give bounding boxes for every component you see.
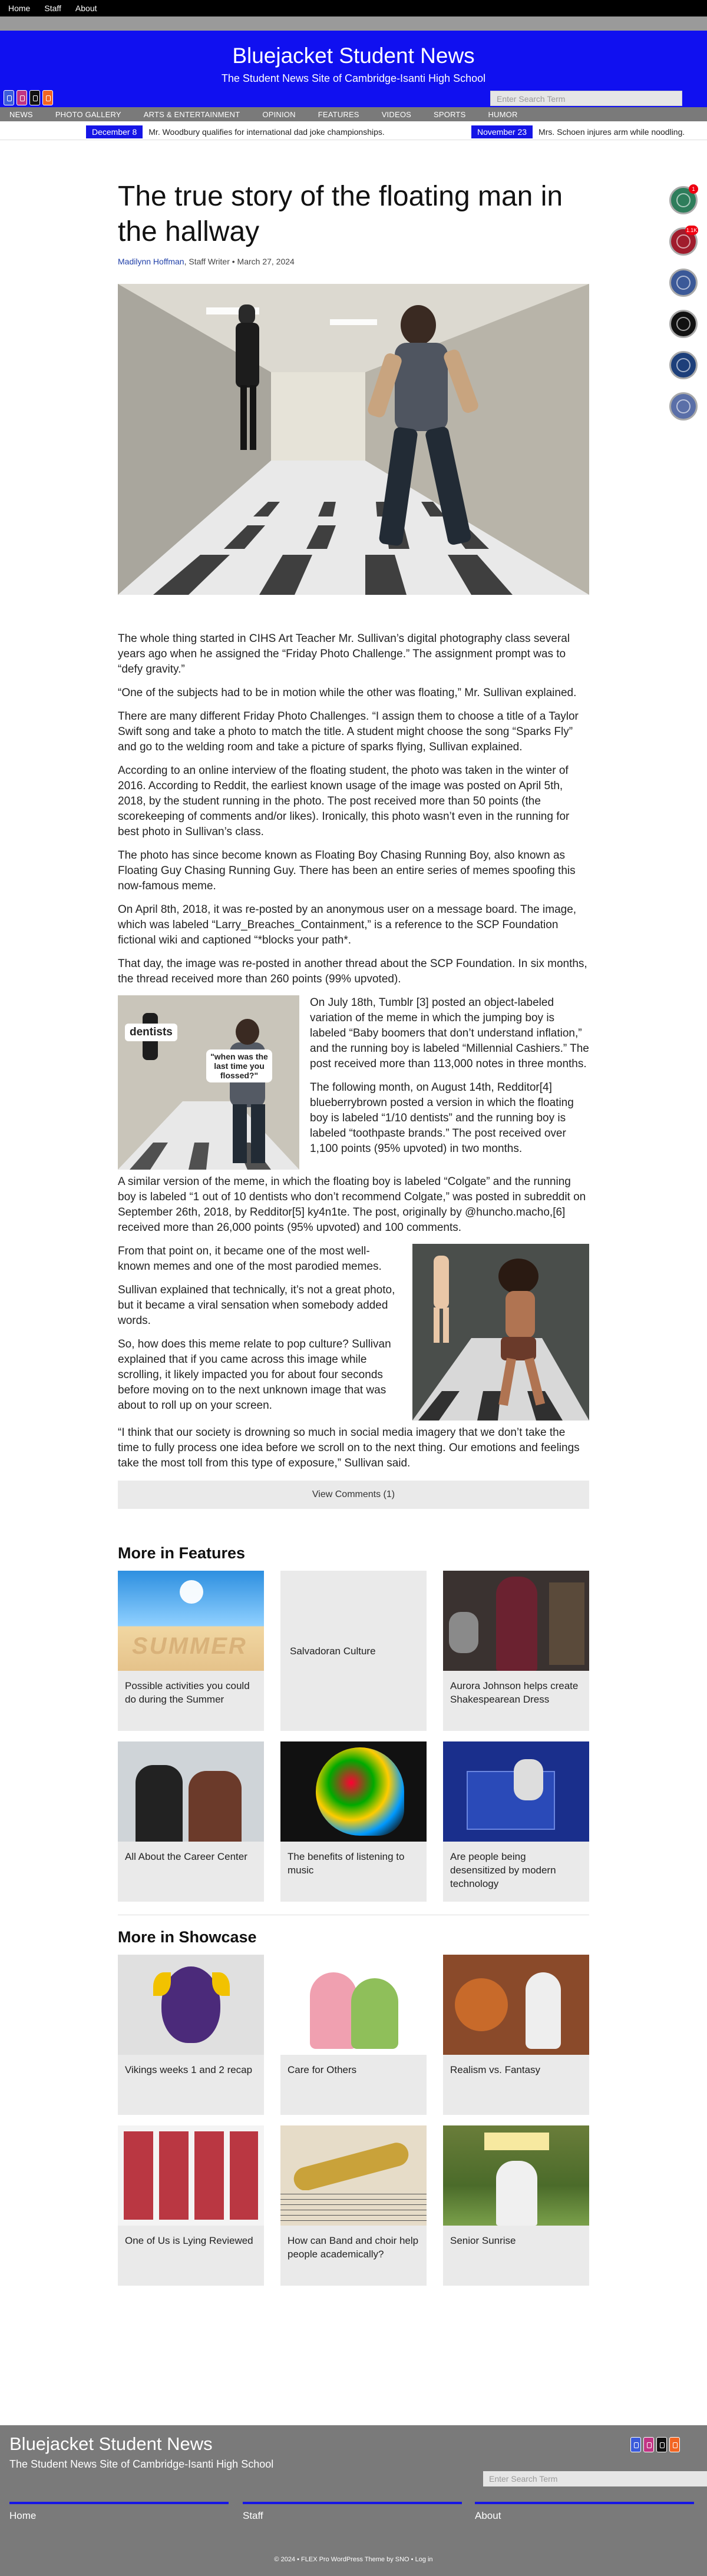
parody-image[interactable]: [412, 1244, 589, 1421]
nav-item-sports[interactable]: SPORTS: [434, 110, 466, 119]
facebook-icon[interactable]: [4, 90, 14, 105]
nav-item-features[interactable]: FEATURES: [318, 110, 359, 119]
instagram-icon[interactable]: [16, 90, 27, 105]
article-paragraph: On April 8th, 2018, it was re-posted by an anonymous user on a message board. The image, which was labeled “Larry_Breaches_Containment,” is a reference to the SCP Foundation fictional wiki and captioned “*blocks your path*.: [118, 903, 577, 946]
meme-label: dentists: [125, 1024, 177, 1041]
topbar-link-about[interactable]: About: [75, 4, 97, 13]
ticker-item[interactable]: [86, 125, 385, 138]
header-social-links: [4, 90, 53, 105]
ticker-date: December 8: [86, 125, 143, 138]
card-thumbnail: [443, 1741, 589, 1842]
nav-item-arts-entertainment[interactable]: ARTS & ENTERTAINMENT: [143, 110, 240, 119]
view-comments-button[interactable]: View Comments (1): [118, 1481, 589, 1509]
card-caption: Senior Sunrise: [450, 2235, 516, 2246]
nav-item-news[interactable]: NEWS: [9, 110, 33, 119]
article: [118, 179, 589, 2286]
article-paragraph: “I think that our society is drowning so much in social media imagery that we don’t take the time to fully process one idea before we scroll on to the next thing. Our emotions and feelings take the most toll from this type of exposure,” Sullivan said.: [118, 1426, 580, 1469]
nav-item-photo-gallery[interactable]: PHOTO GALLERY: [55, 110, 121, 119]
article-paragraph: The whole thing started in CIHS Art Teacher Mr. Sullivan’s digital photography class several years ago when he assigned the “Friday Photo Challenge.” The assignment prompt was to “defy gravity.”: [118, 633, 570, 676]
ticker-date: November 23: [471, 125, 533, 138]
footer-nav-staff[interactable]: [243, 2502, 462, 2522]
instagram-icon[interactable]: [643, 2437, 654, 2452]
story-card[interactable]: [443, 2125, 589, 2286]
card-thumbnail: [443, 1571, 589, 1671]
site-header: [0, 31, 707, 107]
sun-icon: [180, 1580, 203, 1604]
footer-nav-about[interactable]: [475, 2502, 694, 2522]
card-caption: Vikings weeks 1 and 2 recap: [125, 2064, 253, 2075]
card-thumbnail: [443, 1955, 589, 2055]
rss-icon[interactable]: [42, 90, 53, 105]
header-search-input[interactable]: Enter Search Term: [490, 91, 682, 106]
share-count-badge: 1: [689, 184, 698, 194]
card-thumbnail: [280, 1955, 427, 2055]
story-card[interactable]: [280, 2125, 427, 2286]
card-thumbnail: [118, 1955, 264, 2055]
header-top-strip: [0, 16, 707, 31]
article-headline: The true story of the floating man in the hallway: [118, 181, 563, 247]
footer-nav-home[interactable]: [9, 2502, 229, 2522]
story-card[interactable]: [280, 1741, 427, 1902]
card-caption: Salvadoran Culture: [290, 1645, 376, 1657]
section-title: More in Showcase: [118, 1928, 257, 1946]
top-utility-bar: [0, 0, 707, 16]
article-paragraph: The following month, on August 14th, Redditor[4] blueberrybrown posted a version in which the floating boy is labeled “1/10 dentists” and the running boy is labeled “toothpaste brands.” The post received over 1,100 points (95% upvoted) in two months.: [310, 1081, 574, 1155]
byline-meta: , Staff Writer • March 27, 2024: [184, 257, 295, 266]
section-title: More in Features: [118, 1544, 246, 1562]
site-title[interactable]: Bluejacket Student News: [232, 44, 475, 68]
ticker-text: Mr. Woodbury qualifies for international dad joke championships.: [148, 127, 385, 137]
hallway-photo-illustration: [118, 284, 589, 595]
footer-nav-label: Staff: [243, 2510, 263, 2521]
article-paragraph: From that point on, it became one of the most well-known memes and one of the most parodied memes.: [118, 1245, 382, 1273]
topbar-link-home[interactable]: Home: [8, 4, 31, 13]
news-ticker: [0, 121, 707, 140]
pin-count-badge: 1.1K: [685, 226, 698, 235]
nav-item-videos[interactable]: VIDEOS: [381, 110, 412, 119]
article-paragraph: On July 18th, Tumblr [3] posted an object-labeled variation of the meme in which the jumping boy is labeled “Baby boomers that don’t understand inflation,” and the running boy is labeled “Millennial Cashiers.” The post received more than 113,000 notes in three months.: [310, 996, 589, 1070]
thumb-text: SUMMER: [132, 1633, 247, 1659]
site-footer: [0, 2425, 707, 2576]
article-paragraph: According to an online interview of the floating student, the photo was taken in the winter of 2016. According to Reddit, the earliest known usage of the image was posted on April 5th, 2018, by the student running in the photo. The post received more than 50 points (the scorekeeping of comments and/or likes). Ironically, this photo wasn’t even in the running for best photo in Sullivan’s class.: [118, 764, 570, 838]
article-paragraph: A similar version of the meme, in which the floating boy is labeled “Colgate” and the running boy is labeled “1 out of 10 dentists who don’t recommend Colgate,” was posted in subreddit on September 26th, 2018, by Redditor[5] ky4n1te. The post, originally by @huncho.macho,[6] received more than 26,000 points (95% upvoted) and 100 comments.: [118, 1176, 586, 1234]
article-paragraph: There are many different Friday Photo Challenges. “I assign them to choose a title of a Taylor Swift song and take a photo to match the title. A student might choose the song “Sparks Fly” and go to the welding room and take a picture of sparks flying, Sullivan explained.: [118, 710, 579, 753]
card-caption: Are people being desensitized by modern technology: [450, 1851, 556, 1889]
story-card[interactable]: [280, 1571, 427, 1731]
card-thumbnail: [118, 1741, 264, 1842]
card-caption: Realism vs. Fantasy: [450, 2064, 541, 2075]
ticker-text: Mrs. Schoen injures arm while noodling.: [538, 127, 685, 137]
tiktok-icon[interactable]: [656, 2437, 667, 2452]
story-card[interactable]: [118, 2125, 264, 2286]
story-card[interactable]: [118, 1955, 264, 2115]
article-paragraph: So, how does this meme relate to pop culture? Sullivan explained that if you came across this image while scrolling, it likely impacted you for about four seconds before moving on to the next unknown image that was about to roll up on your screen.: [118, 1338, 391, 1412]
card-thumbnail: [118, 2125, 264, 2226]
article-paragraph: Sullivan explained that technically, it’s not a great photo, but it became a viral sensation when somebody added words.: [118, 1284, 395, 1327]
nav-item-humor[interactable]: HUMOR: [488, 110, 518, 119]
story-card[interactable]: [443, 1571, 589, 1731]
card-caption: How can Band and choir help people academically?: [288, 2235, 419, 2260]
hero-photo[interactable]: [118, 284, 589, 595]
footer-tagline: The Student News Site of Cambridge-Isanti High School: [9, 2458, 274, 2470]
meme-illustration: [118, 995, 299, 1170]
story-card[interactable]: [443, 1955, 589, 2115]
card-thumbnail: [280, 1741, 427, 1842]
parody-illustration: [412, 1244, 589, 1421]
card-thumbnail: [280, 2125, 427, 2226]
article-paragraph: The photo has since become known as Floating Boy Chasing Running Boy, also known as Floating Guy Chasing Running Guy. There has been an entire series of memes spoofing this now-famous meme.: [118, 849, 576, 892]
footer-nav-label: Home: [9, 2510, 37, 2521]
footer-nav-label: About: [475, 2510, 501, 2521]
card-caption: Care for Others: [288, 2064, 357, 2075]
story-card[interactable]: [280, 1955, 427, 2115]
tiktok-icon[interactable]: [29, 90, 40, 105]
site-tagline: The Student News Site of Cambridge-Isanti High School: [221, 72, 486, 84]
card-thumbnail: [118, 1571, 264, 1671]
meme-speech-bubble: "when was the last time you flossed?": [206, 1049, 272, 1082]
card-caption: One of Us is Lying Reviewed: [125, 2235, 253, 2246]
article-body: [118, 631, 589, 1471]
card-caption: The benefits of listening to music: [288, 1851, 405, 1876]
topbar-link-staff[interactable]: Staff: [44, 4, 61, 13]
main-nav: [0, 107, 707, 121]
footer-site-title[interactable]: Bluejacket Student News: [9, 2433, 213, 2454]
meme-image-dentists[interactable]: [118, 995, 299, 1170]
article-paragraph: “One of the subjects had to be in motion while the other was floating,” Mr. Sullivan explained.: [118, 687, 577, 699]
rss-icon[interactable]: [669, 2437, 680, 2452]
facebook-icon[interactable]: [630, 2437, 641, 2452]
card-thumbnail: [443, 2125, 589, 2226]
story-card[interactable]: [118, 1741, 264, 1902]
footer-copyright: © 2024 • FLEX Pro WordPress Theme by SNO • Log in: [274, 2556, 433, 2563]
more-in-features: [118, 1544, 589, 1902]
more-in-showcase: [118, 1928, 589, 2286]
author-link[interactable]: Madilynn Hoffman: [118, 257, 184, 266]
ticker-item[interactable]: [471, 125, 685, 138]
card-caption: Possible activities you could do during the Summer: [125, 1680, 250, 1705]
footer-search-input[interactable]: Enter Search Term: [483, 2471, 707, 2486]
article-paragraph: That day, the image was re-posted in another thread about the SCP Foundation. In six months, the thread received more than 260 points (99% upvoted).: [118, 958, 587, 985]
article-byline: [118, 257, 589, 266]
content-wrapper: [0, 140, 707, 2425]
nav-item-opinion[interactable]: OPINION: [262, 110, 296, 119]
card-caption: Aurora Johnson helps create Shakespearean Dress: [450, 1680, 579, 1705]
footer-social-links: [630, 2437, 680, 2452]
card-caption: All About the Career Center: [125, 1851, 247, 1862]
story-card[interactable]: [118, 1571, 264, 1731]
story-card[interactable]: [443, 1741, 589, 1902]
